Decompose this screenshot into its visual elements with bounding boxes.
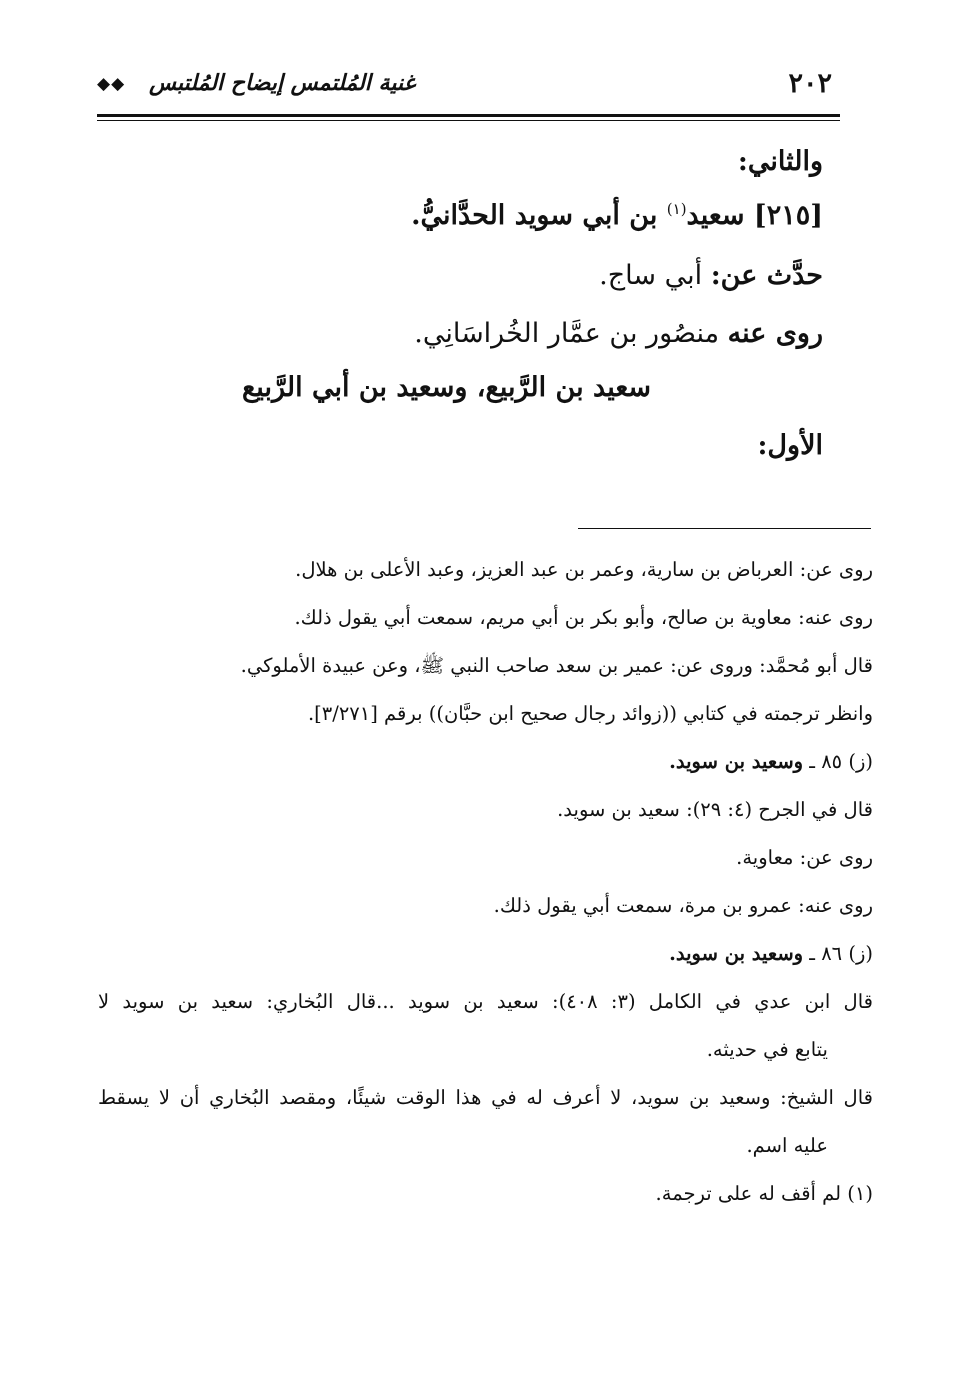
section-heading-first: الأول: xyxy=(757,430,823,461)
footnote-line: قال في الجرح (٤: ٢٩): سعيد بن سويد. xyxy=(557,798,873,821)
footnote-line: قال ابن عدي في الكامل (٣: ٤٠٨): سعيد بن سويد ...قال البُخاري: سعيد بن سويد لا xyxy=(98,990,873,1013)
footnote-line: روى عن: معاوية. xyxy=(736,846,873,869)
footnote-line: يتابع في حديثه. xyxy=(706,1038,828,1061)
entry-number: [٢١٥] xyxy=(753,200,823,231)
footnote-line: قال أبو مُحمَّد: وروى عن: عمير بن سعد صاحب النبي ﷺ، وعن عبيدة الأملوكي. xyxy=(240,654,873,677)
section-heading-second: والثاني: xyxy=(737,146,823,177)
entry-number: (ز) ٨٥ ـ xyxy=(809,750,873,773)
footnote-entry-86 xyxy=(669,939,873,969)
page-header xyxy=(97,68,840,104)
entry-name-rest: بن أبي سويد الحدَّانيُّ. xyxy=(411,200,658,231)
page-number: ٢٠٢ xyxy=(788,68,832,99)
footnote-separator xyxy=(578,528,871,529)
footnote-line: روى عنه: معاوية بن صالح، وأبو بكر بن أبي مريم، سمعت أبي يقول ذلك. xyxy=(294,606,873,629)
narrated-from-line xyxy=(599,260,823,291)
footnote-line: عليه اسم. xyxy=(746,1134,828,1157)
section-title: سعيد بن الرَّبيع، وسعيد بن أبي الرَّبيع xyxy=(241,372,651,403)
entry-name: سعيد xyxy=(686,200,745,231)
entry-name: وسعيد بن سويد. xyxy=(669,942,804,965)
running-title: غنية المُلتمس إيضاح المُلتبس xyxy=(149,70,416,96)
narrated-from-label: حدَّث عن: xyxy=(710,260,823,291)
header-rule-thin xyxy=(97,120,840,121)
narrated-by-label: روى عنه xyxy=(727,318,823,349)
footnote-1: (١) لم أقف له على ترجمة. xyxy=(655,1182,873,1205)
footnote-line: قال الشيخ: وسعيد بن سويد، لا أعرف له في هذا الوقت شيئًا، ومقصد البُخاري أن لا يسقط xyxy=(98,1086,873,1109)
footnote-line: روى عن: العرباض بن سارية، وعمر بن عبد العزيز، وعبد الأعلى بن هلال. xyxy=(295,558,873,581)
diamond-ornament-icon: ◆◆ xyxy=(97,74,126,94)
footnote-line: وانظر ترجمته في كتابي ((زوائد رجال صحيح ابن حبَّان)) برقم [٣/٢٧١]. xyxy=(307,702,873,725)
narrated-by-value: منصُور بن عمَّار الخُراسَانِي. xyxy=(414,318,720,349)
footnote-entry-85 xyxy=(669,747,873,777)
narrated-by-line xyxy=(414,318,823,349)
narrated-from-value: أبي ساج. xyxy=(599,260,703,291)
header-rule-thick xyxy=(97,114,840,117)
entry-name: وسعيد بن سويد. xyxy=(669,750,804,773)
footnote-line: روى عنه: عمرو بن مرة، سمعت أبي يقول ذلك. xyxy=(493,894,873,917)
entry-215-heading xyxy=(411,200,823,231)
footnote-marker: (١) xyxy=(666,200,687,218)
entry-number: (ز) ٨٦ ـ xyxy=(809,942,873,965)
